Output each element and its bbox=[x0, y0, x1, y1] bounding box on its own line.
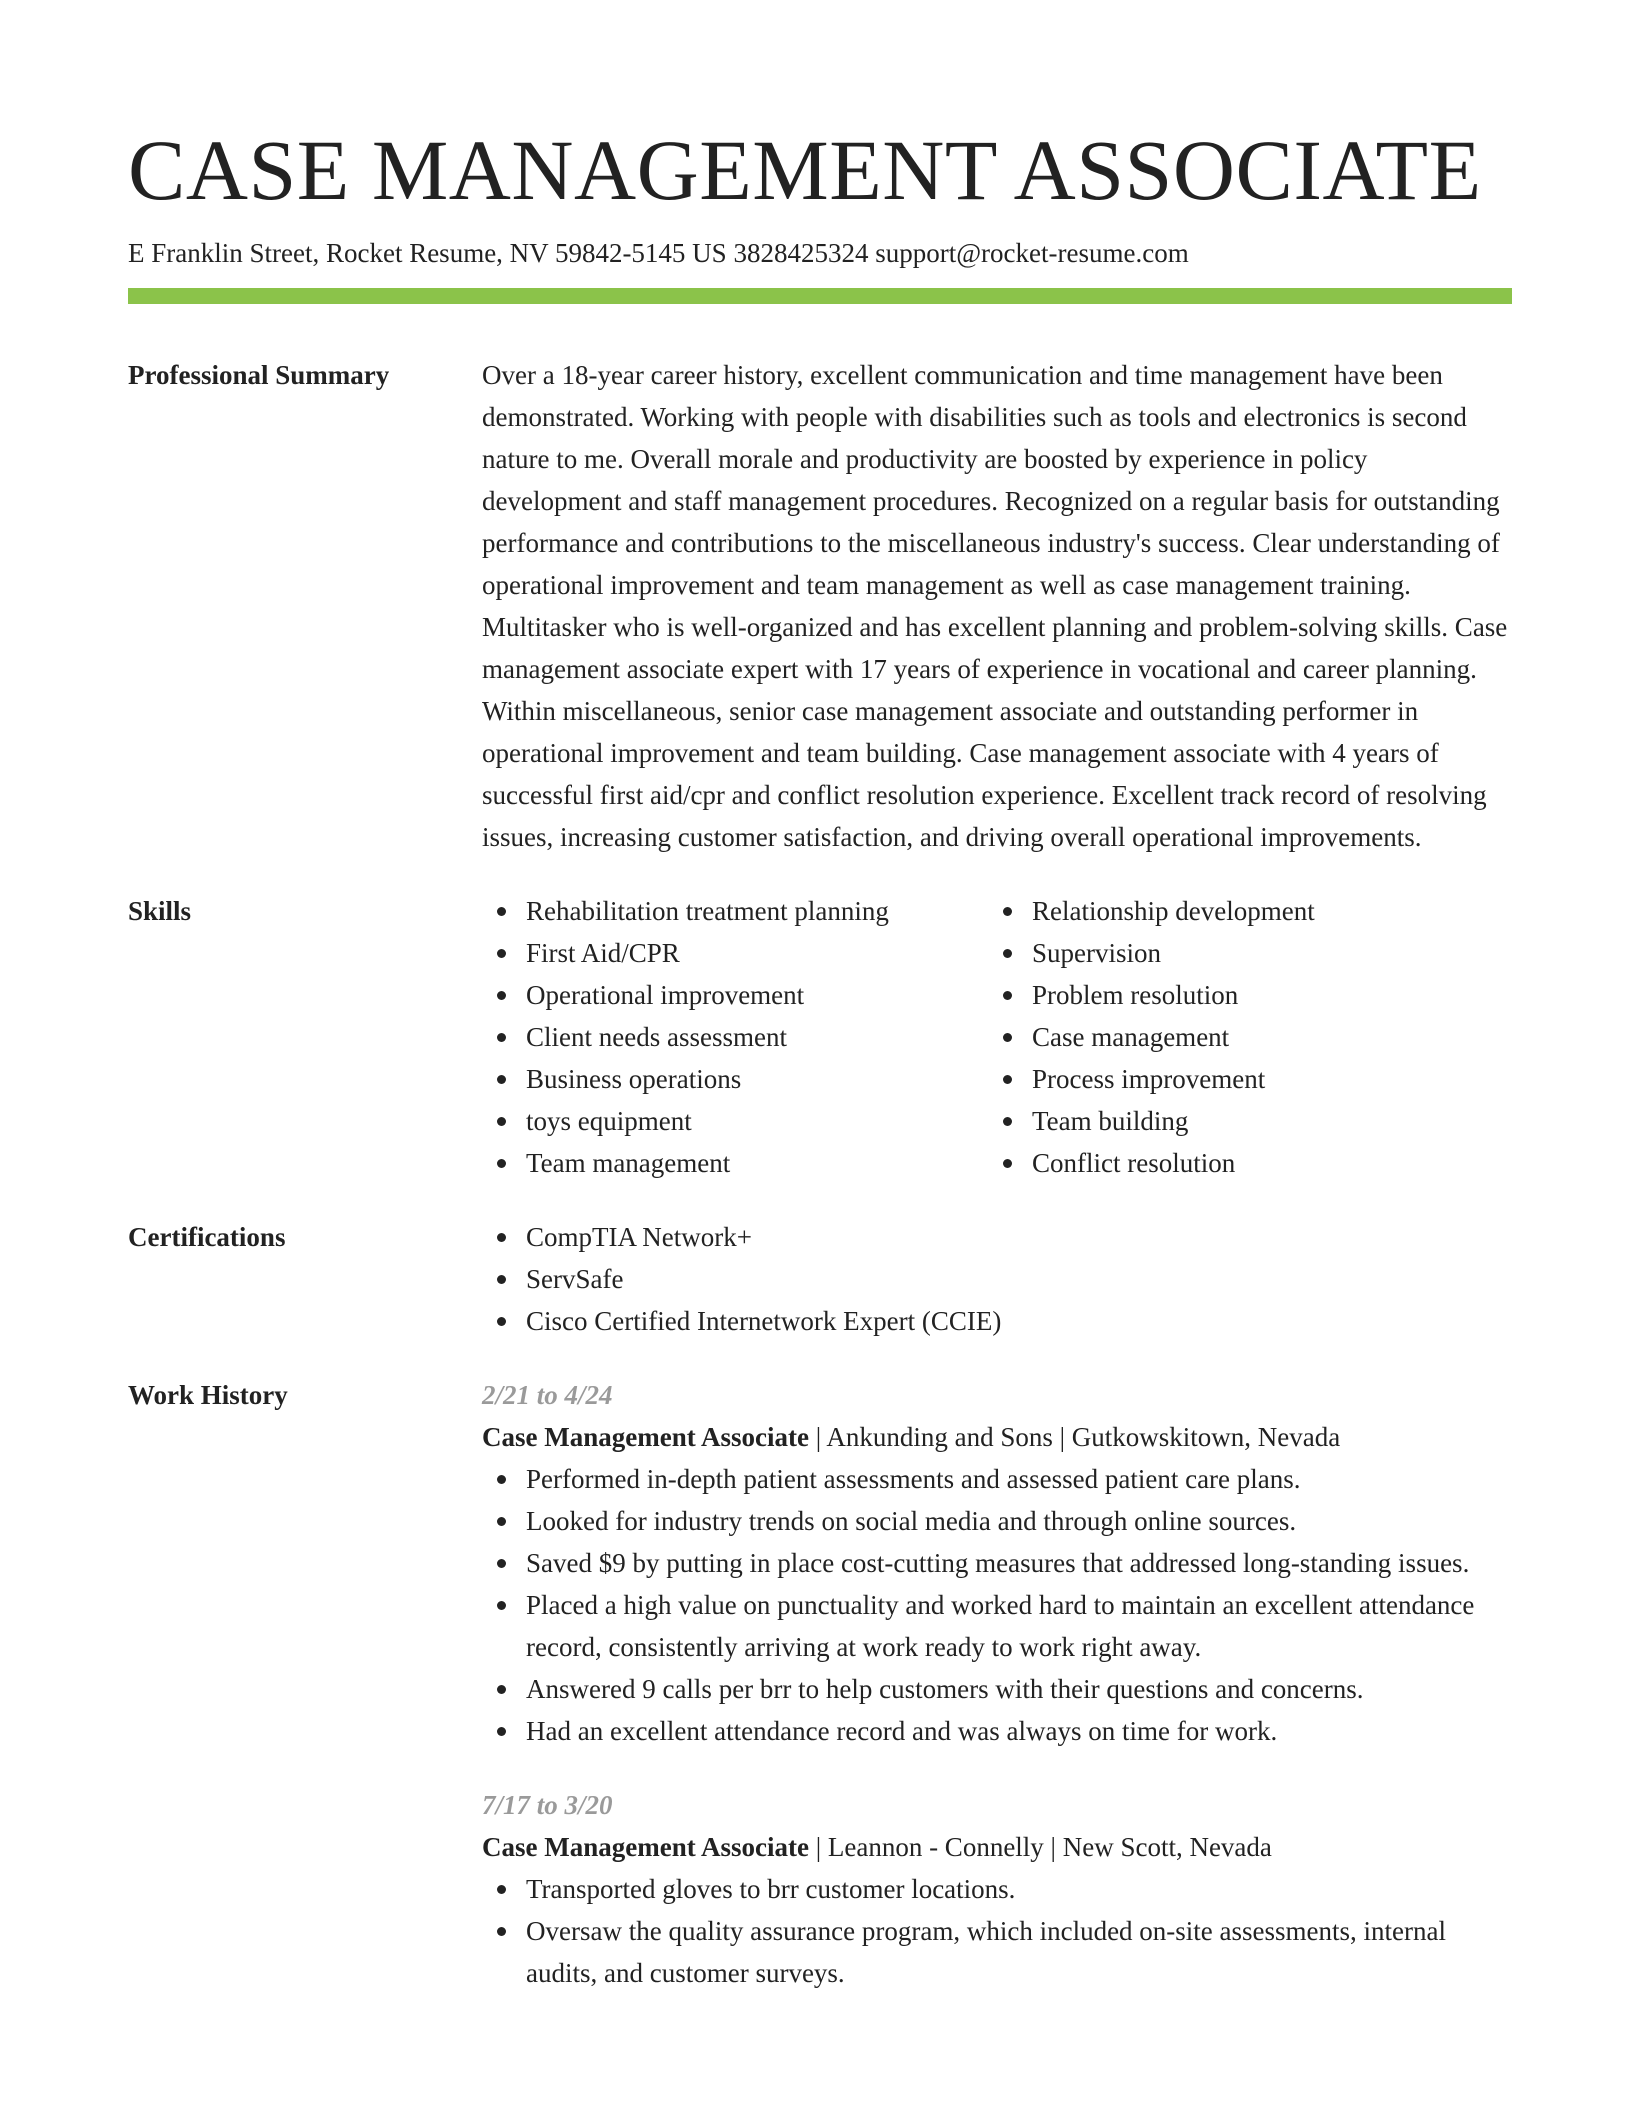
job-title-line bbox=[482, 1826, 1512, 1868]
certification-item: Cisco Certified Internetwork Expert (CCIE) bbox=[482, 1300, 1512, 1342]
skill-item: Business operations bbox=[482, 1058, 988, 1100]
summary-text: Over a 18-year career history, excellent communication and time management have been demonstrated. Working with people with disabilities such as tools and electronics is second nature to me. Overall morale and productivity are boosted by experience in policy development and staff management procedures. Recognized on a regular basis for outstanding performance and contributions to the miscellaneous industry's success. Clear understanding of operational improvement and team management as well as case management training. Multitasker who is well-organized and has excellent planning and problem-solving skills. Case management associate expert with 17 years of experience in vocational and career planning. Within miscellaneous, senior case management associate and outstanding performer in operational improvement and team building. Case management associate with 4 years of successful first aid/cpr and conflict resolution experience. Excellent track record of resolving issues, increasing customer satisfaction, and driving overall operational improvements. bbox=[482, 360, 1508, 852]
certifications-section bbox=[128, 1216, 1512, 1342]
contact-line: E Franklin Street, Rocket Resume, NV 59842-5145 US 3828425324 support@rocket-resume.com bbox=[128, 238, 1189, 268]
skills-list-right bbox=[988, 890, 1494, 1184]
skill-item: Team building bbox=[988, 1100, 1494, 1142]
candidate-name: CASE MANAGEMENT ASSOCIATE bbox=[128, 122, 1482, 218]
skill-item: Conflict resolution bbox=[988, 1142, 1494, 1184]
job-duty: Performed in-depth patient assessments and assessed patient care plans. bbox=[482, 1458, 1512, 1500]
job-employer-location: | Leannon - Connelly | New Scott, Nevada bbox=[808, 1832, 1272, 1862]
job-duty: Looked for industry trends on social media and through online sources. bbox=[482, 1500, 1512, 1542]
skills-list-left bbox=[482, 890, 988, 1184]
header-divider bbox=[128, 288, 1512, 304]
resume-page bbox=[128, 0, 1512, 1994]
certification-item: ServSafe bbox=[482, 1258, 1512, 1300]
skill-item: First Aid/CPR bbox=[482, 932, 988, 974]
skills-section bbox=[128, 890, 1512, 1184]
skill-item: Team management bbox=[482, 1142, 988, 1184]
certifications-heading: Certifications bbox=[128, 1222, 286, 1252]
job-duty: Placed a high value on punctuality and worked hard to maintain an excellent attendance record, consistently arriving at work ready to work right away. bbox=[482, 1584, 1512, 1668]
job-title: Case Management Associate bbox=[482, 1832, 809, 1862]
job-dates: 7/17 to 3/20 bbox=[482, 1790, 613, 1820]
job-duty: Had an excellent attendance record and was always on time for work. bbox=[482, 1710, 1512, 1752]
skill-item: Relationship development bbox=[988, 890, 1494, 932]
summary-section bbox=[128, 354, 1512, 858]
job-duty: Oversaw the quality assurance program, which included on-site assessments, internal audits, and customer surveys. bbox=[482, 1910, 1512, 1994]
certifications-list bbox=[482, 1216, 1512, 1342]
job-title-line bbox=[482, 1416, 1512, 1458]
job-duty: Transported gloves to brr customer locations. bbox=[482, 1868, 1512, 1910]
job-entry bbox=[482, 1784, 1512, 1994]
skill-item: Client needs assessment bbox=[482, 1016, 988, 1058]
job-duties-list bbox=[482, 1868, 1512, 1994]
certification-item: CompTIA Network+ bbox=[482, 1216, 1512, 1258]
skill-item: Rehabilitation treatment planning bbox=[482, 890, 988, 932]
skill-item: Process improvement bbox=[988, 1058, 1494, 1100]
skill-item: Problem resolution bbox=[988, 974, 1494, 1016]
skill-item: Case management bbox=[988, 1016, 1494, 1058]
job-dates: 2/21 to 4/24 bbox=[482, 1380, 613, 1410]
skills-heading: Skills bbox=[128, 896, 192, 926]
work-history-section bbox=[128, 1374, 1512, 1994]
job-entry bbox=[482, 1374, 1512, 1752]
skill-item: Operational improvement bbox=[482, 974, 988, 1016]
work-history-heading: Work History bbox=[128, 1380, 288, 1410]
job-duties-list bbox=[482, 1458, 1512, 1752]
job-title: Case Management Associate bbox=[482, 1422, 809, 1452]
job-employer-location: | Ankunding and Sons | Gutkowskitown, Nevada bbox=[808, 1422, 1341, 1452]
skill-item: toys equipment bbox=[482, 1100, 988, 1142]
summary-heading: Professional Summary bbox=[128, 360, 390, 390]
skill-item: Supervision bbox=[988, 932, 1494, 974]
job-duty: Saved $9 by putting in place cost-cutting measures that addressed long-standing issues. bbox=[482, 1542, 1512, 1584]
job-duty: Answered 9 calls per brr to help customers with their questions and concerns. bbox=[482, 1668, 1512, 1710]
